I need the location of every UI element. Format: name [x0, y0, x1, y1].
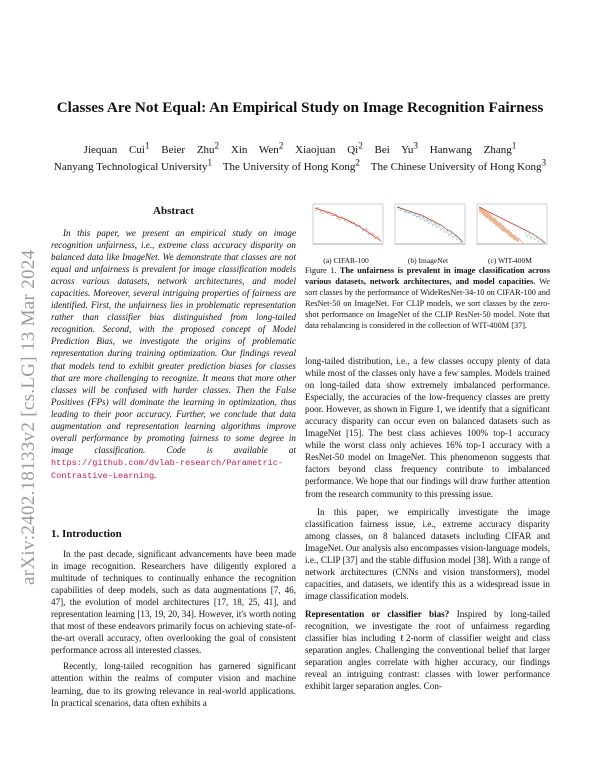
arxiv-stamp	[6, 200, 46, 585]
figure-caption	[305, 266, 550, 331]
author: Hanwang Zhang$^1$	[429, 140, 517, 156]
figure-1	[305, 202, 550, 265]
body-paragraph: In this paper, we empirically investigate the image classification fairness issue, i.e., extreme accuracy disparity among classes, on 8 balanced datasets including CIFAR and ImageNet. Our analysis also encompasses vision-language models, i.e., CLIP [37] and the stable diffusion model [38]. With a range of network architectures (CNNs and vision transformers), model capacities, and datasets, we identify this as a widespread issue in image classification models.	[305, 506, 550, 601]
author: Bei Yu$^3$	[374, 140, 418, 156]
caption-label: Figure 1.	[305, 266, 337, 275]
abstract-text: In this paper, we present an empirical study on image recognition unfairness, i.e., extreme class accuracy disparity on balanced data like ImageNet. We demonstrate that classes are not equal and unfairness is prevalent for image classification models across various datasets, network architectures, and model capacities. Moreover, several intriguing properties of fairness are identified. First, the unfairness lies in problematic representation rather than classifier bias distinguished from long-tailed recognition. Second, with the proposed concept of Model Prediction Bias, we investigate the origins of problematic representation during training optimization. Our findings reveal that models tend to exhibit greater prediction biases for classes that are more challenging to recognize. It means that more other classes will be confused with harder classes. Then the False Positives (FPs) will dominate the learning in optimization, thus leading to their poor accuracy. Further, we conclude that data augmentation and representation learning algorithms improve overall performance by promoting fairness to some degree in image classification. Code is available at	[51, 228, 296, 455]
caption-bold: The unfairness is prevalent in image classification across various datasets, network architectures, and model capacities.	[305, 266, 550, 286]
intro-column-right	[305, 355, 550, 692]
paper-title: Classes Are Not Equal: An Empirical Study on Image Recognition Fairness	[56, 99, 544, 116]
affiliation: The Chinese University of Hong Kong$^3$	[370, 157, 547, 173]
paragraph-heading: Representation or classifier bias?	[305, 608, 450, 619]
caption-text: We sort classes by the performance of WideResNet-34-10 on CIFAR-100 and ResNet-50 on ImageNet. For CLIP models, we sort classes by the zero-shot performance on ImageNet of the CLIP ResNet-50 model. Note that data rebalancing is considered in the collection of WIT-400M [37].	[305, 276, 550, 330]
plot-wit400m	[471, 202, 549, 254]
author-list	[0, 140, 600, 156]
panel-label: (c) WIT-400M	[488, 256, 532, 265]
abstract-heading: Abstract	[153, 205, 194, 217]
intro-paragraph: Recently, long-tailed recognition has garnered significant attention within the realms of computer vision and machine learning, due to its growing relevance in real-world applications. In practical scenarios, data often exhibits a	[51, 661, 296, 708]
arxiv-id: arXiv:2402.18133v2 [cs.LG] 13 Mar 2024	[18, 249, 39, 585]
author: Xin Wen$^2$	[230, 140, 284, 156]
affiliation-list	[0, 157, 600, 173]
body-paragraph: long-tailed distribution, i.e., a few classes occupy plenty of data while most of the classes only have a few samples. Models trained on long-tailed data show extremely imbalanced performance. Especially, the accuracies of the low-frequency classes are pretty poor. However, as shown in Figure 1, we identify that a significant accuracy disparity can occur even on balanced datasets such as ImageNet [15]. The best class achieves 100% top-1 accuracy while the worst class only achieves 16% top-1 accuracy with a ResNet-50 model on ImageNet. This phenomenon suggests that factors beyond class frequency contribute to imbalanced performance. We hope that our findings will draw further attention from the research community to this pressing issue.	[305, 356, 550, 499]
author: Xiaojuan Qi$^2$	[295, 140, 363, 156]
section-heading: 1. Introduction	[51, 528, 122, 540]
author: Beier Zhu$^2$	[161, 140, 220, 156]
paragraph-text: Inspired by long-tailed recognition, we investigate the root of unfairness regarding classifier bias including ℓ2-norm of classifier weight and class separation angles. Challenging the conventional belief that larger separation angles correlate with higher accuracy, our findings reveal an intriguing contrast: classes with lower performance exhibit larger separation angles. Con-	[305, 608, 551, 692]
abstract-body: In this paper, we present an empirical study on image recognition unfairness, i.e., extreme class accuracy disparity on balanced data like ImageNet. We demonstrate that classes are not equal and unfairness is prevalent for image classification models across various datasets, network architectures, and model capacities. Moreover, several intriguing properties of fairness are identified. First, the unfairness lies in problematic representation rather than classifier bias distinguished from long-tailed recognition. Second, with the proposed concept of Model Prediction Bias, we investigate the origins of problematic representation during training optimization. Our findings reveal that models tend to exhibit greater prediction biases for classes that are more challenging to recognize. It means that more other classes will be confused with harder classes. Then the False Positives (FPs) will dominate the learning in optimization, thus leading to their poor accuracy. Further, we conclude that data augmentation and representation learning algorithms improve overall performance by promoting fairness to some degree in image classification. Code is available at https://github.com/dvlab-research/Parametric-Contrastive-Learning.	[51, 228, 296, 481]
panel-label: (a) CIFAR-100	[323, 256, 369, 265]
affiliation: Nanyang Technological University$^1$	[53, 157, 213, 173]
code-link[interactable]: https://github.com/dvlab-research/Parametric-Contrastive-Learning	[51, 457, 284, 481]
affiliation: The University of Hong Kong$^2$	[222, 157, 360, 173]
intro-paragraph: In the past decade, significant advancements have been made in image recognition. Researchers have diligently explored a multitude of techniques to continually enhance the recognition capabilities of deep models, such as data augmentations [7, 46, 47], the evolution of model architectures [17, 18, 25, 41], and representation learning [13, 19, 20, 34]. However, it's worth noting that most of these endeavors primarily focus on achieving state-of-the-art overall accuracy, often overlooking the goal of consistent performance across all interested classes.	[51, 549, 296, 656]
plot-imagenet	[389, 202, 467, 254]
plot-cifar100	[307, 202, 385, 254]
panel-label: (b) ImageNet	[407, 256, 449, 265]
intro-column-left	[51, 548, 296, 709]
body-paragraph	[305, 608, 550, 692]
author: Jiequan Cui$^1$	[83, 140, 150, 156]
